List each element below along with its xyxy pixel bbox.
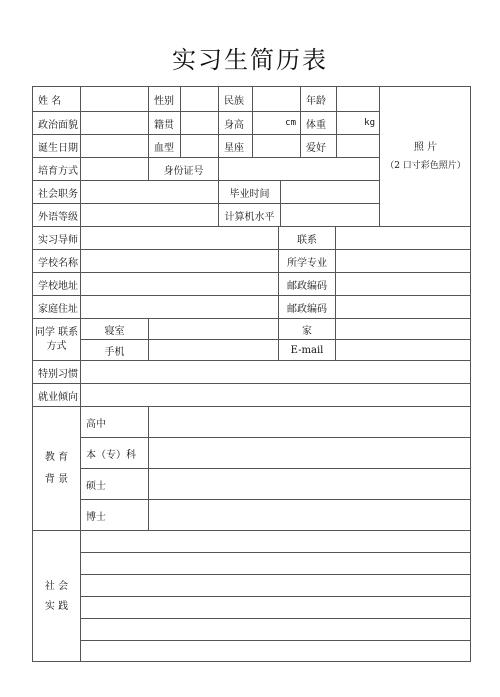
gender-field[interactable] — [180, 86, 218, 111]
label-career: 就业倾向 — [32, 383, 80, 406]
label-id-number: 身份证号 — [148, 157, 218, 180]
label-gender: 性别 — [148, 86, 180, 111]
label-computer: 计算机水平 — [218, 203, 280, 226]
label-classmate-contact-line1: 同学 联系 — [34, 326, 79, 338]
label-habits: 特别习惯 — [32, 360, 80, 383]
label-social-practice — [32, 530, 80, 662]
social-practice-line[interactable] — [80, 552, 471, 574]
label-ethnicity: 民族 — [218, 86, 252, 111]
photo-note: （2 口寸彩色照片） — [385, 160, 466, 171]
label-school: 学校名称 — [32, 249, 80, 272]
native-place-field[interactable] — [180, 111, 218, 134]
tutor-field[interactable] — [80, 226, 278, 249]
label-home-addr: 家庭住址 — [32, 295, 80, 318]
label-blood-type: 血型 — [148, 134, 180, 157]
home-phone-field[interactable] — [335, 318, 471, 339]
social-practice-line[interactable] — [80, 574, 471, 596]
school-field[interactable] — [80, 249, 278, 272]
social-practice-line[interactable] — [80, 530, 471, 552]
label-school-addr: 学校地址 — [32, 272, 80, 295]
label-politics: 政治面貌 — [32, 111, 80, 134]
label-master: 硕士 — [80, 468, 148, 499]
hobby-field[interactable] — [336, 134, 379, 157]
undergrad-field[interactable] — [148, 437, 471, 468]
social-practice-line[interactable] — [80, 596, 471, 618]
weight-unit: kg — [364, 118, 375, 128]
age-field[interactable] — [336, 86, 379, 111]
computer-field[interactable] — [280, 203, 379, 226]
politics-field[interactable] — [80, 111, 148, 134]
photo-box[interactable] — [379, 86, 471, 226]
label-dorm: 寝室 — [80, 318, 148, 339]
birthdate-field[interactable] — [80, 134, 148, 157]
label-classmate-contact-line2: 方式 — [46, 340, 67, 352]
major-field[interactable] — [335, 249, 471, 272]
label-hobby: 爱好 — [300, 134, 336, 157]
label-tutor: 实习导师 — [32, 226, 80, 249]
label-education-line2: 背 景 — [44, 473, 69, 485]
foreign-lang-field[interactable] — [80, 203, 218, 226]
habits-field[interactable] — [80, 360, 471, 383]
contact-field[interactable] — [335, 226, 471, 249]
photo-label: 照 片 — [413, 141, 438, 153]
social-role-field[interactable] — [80, 180, 218, 203]
label-education-line1: 教 育 — [44, 451, 69, 463]
blood-type-field[interactable] — [180, 134, 218, 157]
social-practice-line[interactable] — [80, 640, 471, 662]
label-home-phone: 家 — [278, 318, 335, 339]
zip-school-field[interactable] — [335, 272, 471, 295]
id-number-field[interactable] — [218, 157, 379, 180]
ethnicity-field[interactable] — [252, 86, 300, 111]
graduation-field[interactable] — [280, 180, 379, 203]
label-height: 身高 — [218, 111, 252, 134]
label-zodiac: 星座 — [218, 134, 252, 157]
career-field[interactable] — [80, 383, 471, 406]
zip-home-field[interactable] — [335, 295, 471, 318]
highschool-field[interactable] — [148, 406, 471, 437]
dorm-field[interactable] — [148, 318, 278, 339]
height-unit: cm — [285, 118, 296, 128]
label-classmate-contact — [32, 318, 80, 360]
label-undergrad: 本（专）科 — [80, 437, 148, 468]
label-contact: 联系 — [278, 226, 335, 249]
school-addr-field[interactable] — [80, 272, 278, 295]
label-birthdate: 诞生日期 — [32, 134, 80, 157]
label-email: E-mail — [278, 339, 335, 360]
label-social-role: 社会职务 — [32, 180, 80, 203]
label-phd: 博士 — [80, 499, 148, 530]
label-training: 培育方式 — [32, 157, 80, 180]
social-practice-line[interactable] — [80, 618, 471, 640]
mobile-field[interactable] — [148, 339, 278, 360]
label-graduation: 毕业时间 — [218, 180, 280, 203]
name-field[interactable] — [80, 86, 148, 111]
label-mobile: 手机 — [80, 339, 148, 360]
zodiac-field[interactable] — [252, 134, 300, 157]
weight-field[interactable] — [336, 111, 379, 134]
home-addr-field[interactable] — [80, 295, 278, 318]
resume-form — [32, 86, 471, 662]
label-major: 所学专业 — [278, 249, 335, 272]
label-foreign-lang: 外语等级 — [32, 203, 80, 226]
label-zip-school: 邮政编码 — [278, 272, 335, 295]
label-native-place: 籍贯 — [148, 111, 180, 134]
label-age: 年龄 — [300, 86, 336, 111]
label-education — [32, 406, 80, 530]
label-social-practice-line2: 实 践 — [44, 600, 69, 612]
master-field[interactable] — [148, 468, 471, 499]
label-zip-home: 邮政编码 — [278, 295, 335, 318]
label-weight: 体重 — [300, 111, 336, 134]
phd-field[interactable] — [148, 499, 471, 530]
label-highschool: 高中 — [80, 406, 148, 437]
label-name: 姓 名 — [32, 86, 80, 111]
training-field[interactable] — [80, 157, 148, 180]
height-field[interactable] — [252, 111, 300, 134]
email-field[interactable] — [335, 339, 471, 360]
label-social-practice-line1: 社 会 — [44, 580, 69, 592]
page-title: 实习生简历表 — [172, 46, 328, 74]
